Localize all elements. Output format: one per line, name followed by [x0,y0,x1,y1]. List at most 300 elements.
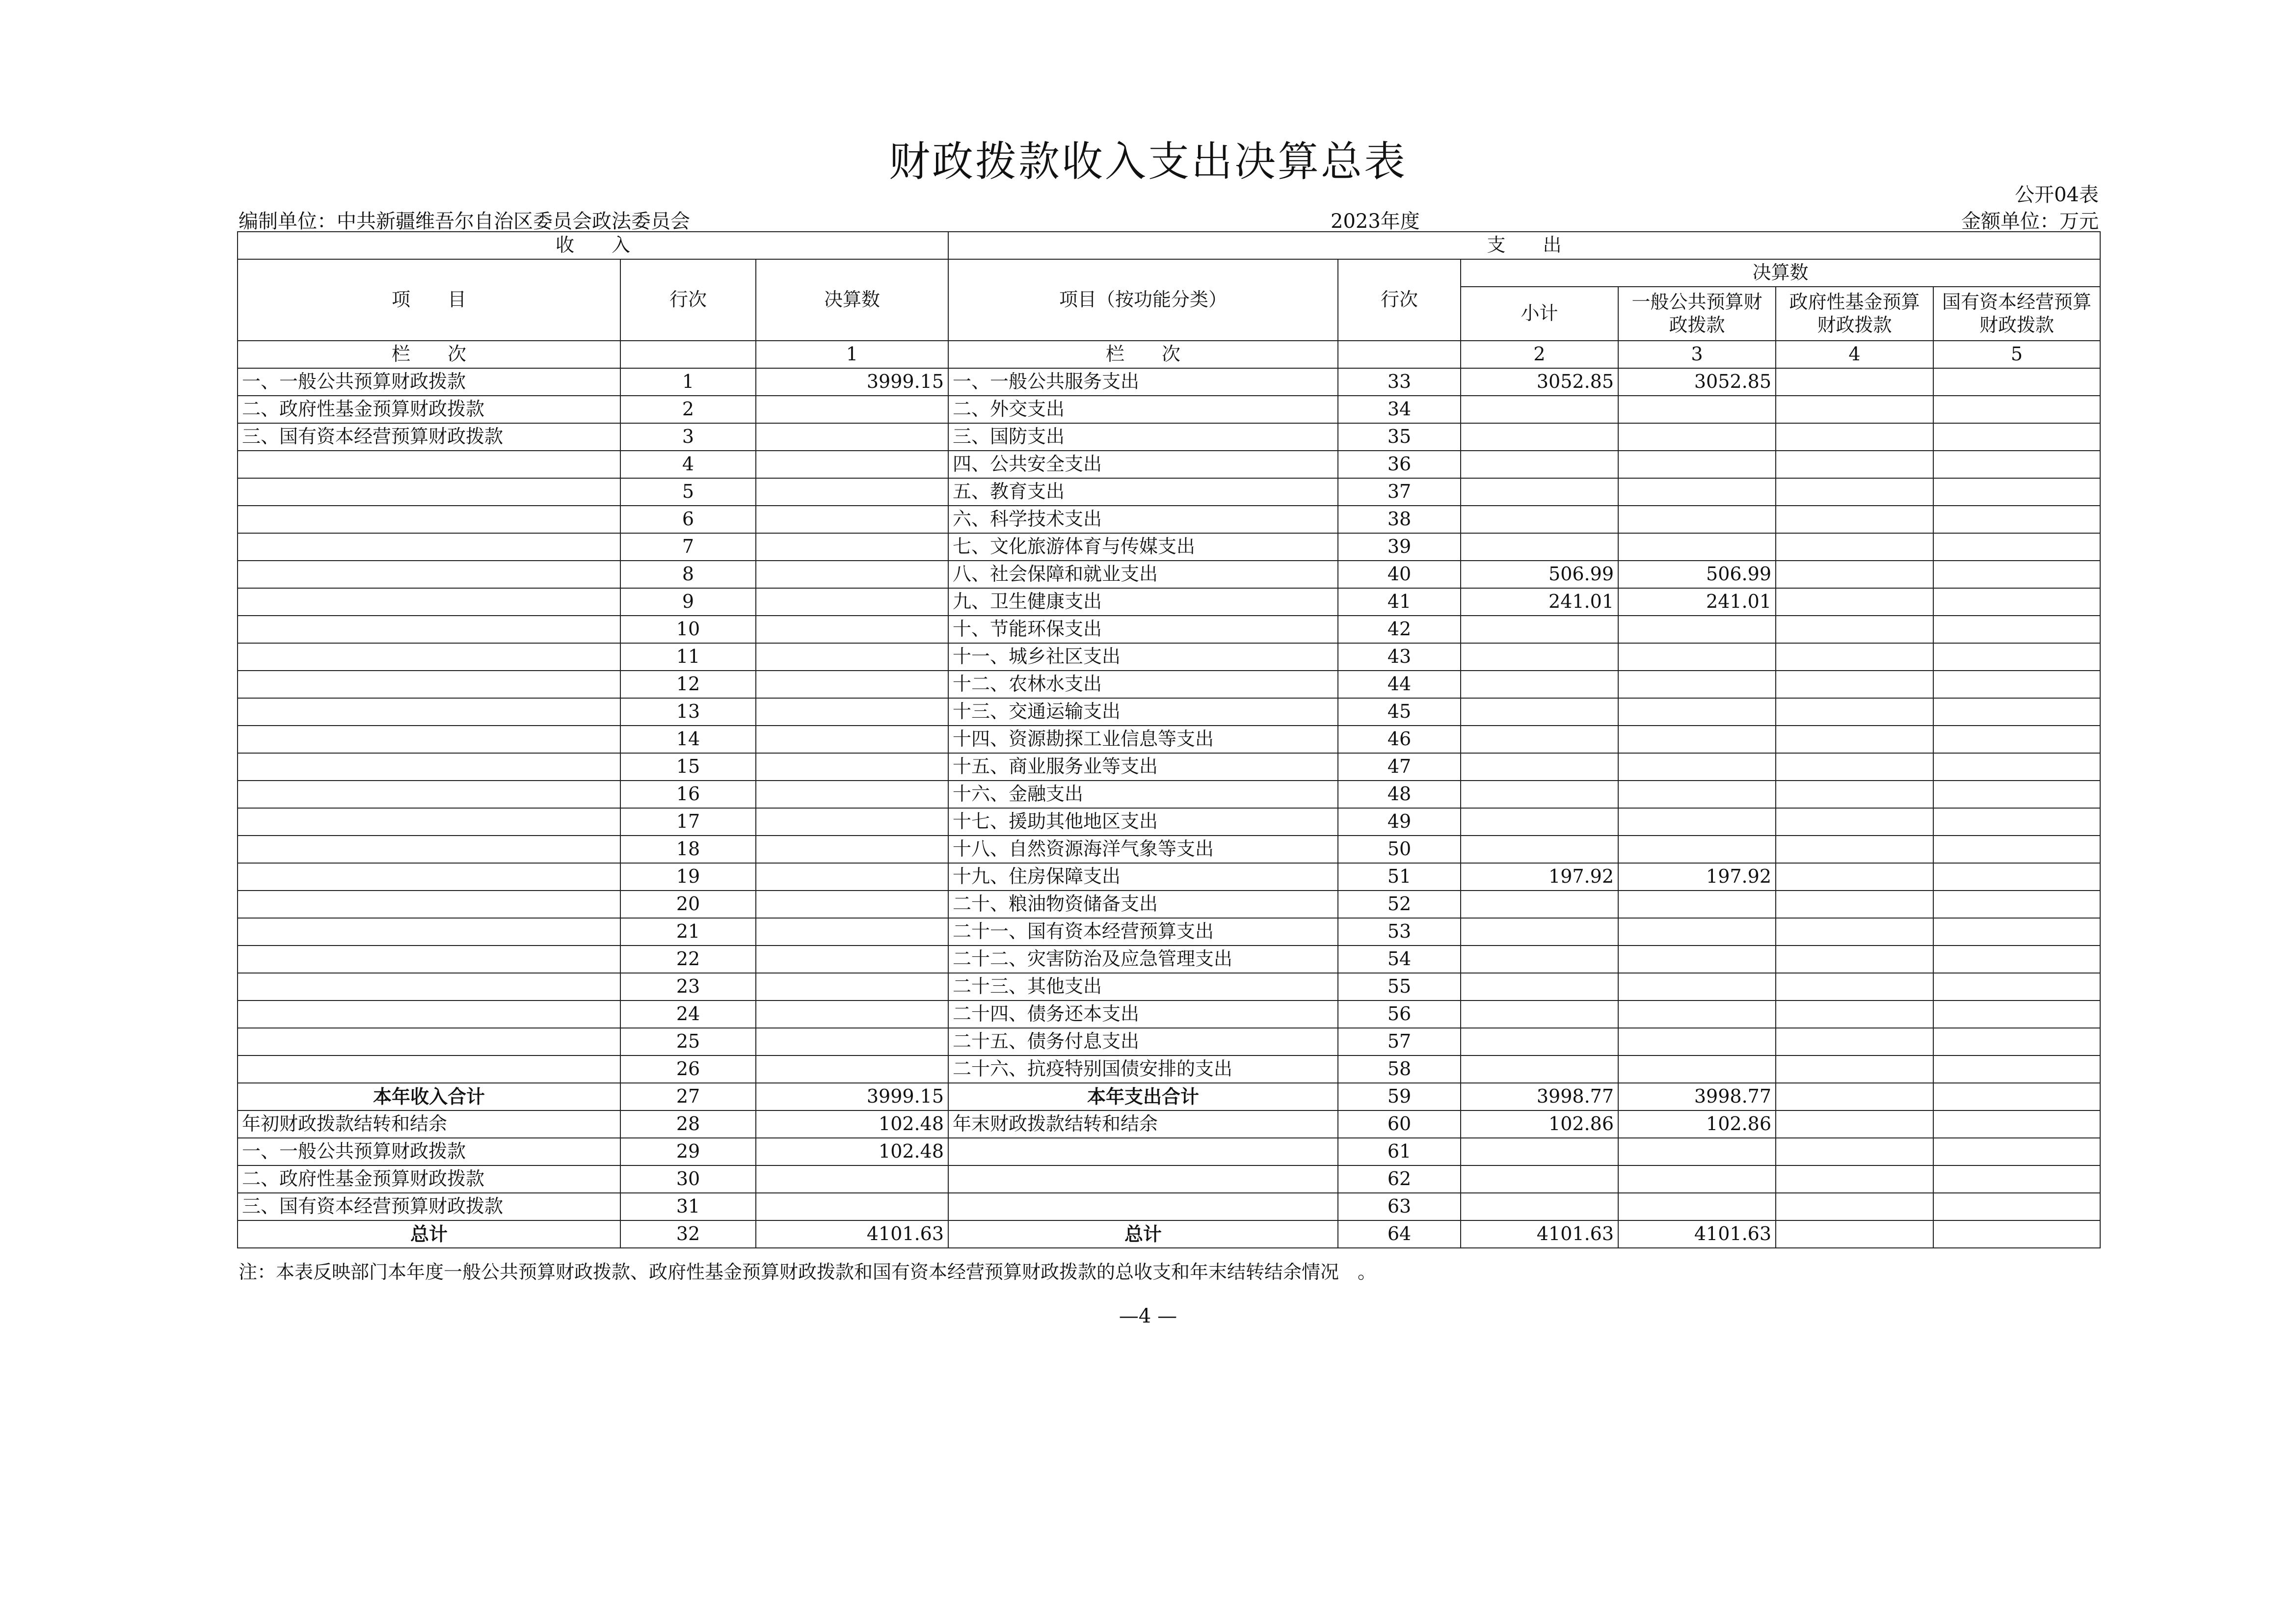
income-item-cell: 三、国有资本经营预算财政拨款 [238,1193,620,1220]
income-amount-cell [756,891,948,918]
expense-item-cell: 四、公共安全支出 [948,451,1338,478]
general-budget-cell [1618,891,1776,918]
gov-fund-cell [1776,1083,1933,1110]
expense-row-no-cell: 36 [1338,451,1461,478]
page-title: 财政拨款收入支出决算总表 [888,137,1407,186]
gov-fund-cell [1776,918,1933,946]
gov-fund-cell [1776,1001,1933,1028]
fiscal-year: 2023年度 [1331,210,1420,233]
subtotal-cell [1461,423,1618,451]
expense-item-cell: 年末财政拨款结转和结余 [948,1110,1338,1138]
income-item-cell: 总计 [238,1220,620,1248]
income-row-no-cell: 5 [620,478,756,506]
subtotal-cell: 197.92 [1461,863,1618,891]
table-row [238,671,2100,698]
expense-row-no-cell: 64 [1338,1220,1461,1248]
general-budget-cell: 197.92 [1618,863,1776,891]
income-item-cell: 一、一般公共预算财政拨款 [238,1138,620,1165]
state-capital-cell [1933,478,2100,506]
item-by-function-header: 项目（按功能分类） [948,259,1338,341]
expense-row-no-cell: 49 [1338,808,1461,836]
income-item-cell [238,946,620,973]
state-capital-cell [1933,396,2100,423]
income-item-cell [238,1028,620,1055]
table-row [238,1028,2100,1055]
subtotal-cell [1461,1193,1618,1220]
income-row-no-cell: 17 [620,808,756,836]
state-capital-cell [1933,946,2100,973]
expense-item-cell: 六、科学技术支出 [948,506,1338,533]
expense-item-cell: 二十六、抗疫特别国债安排的支出 [948,1055,1338,1083]
table-row [238,946,2100,973]
subtotal-cell: 241.01 [1461,588,1618,616]
col-number-1: 1 [756,341,948,368]
income-item-cell [238,506,620,533]
income-row-no-cell: 8 [620,561,756,588]
expense-row-no-cell: 37 [1338,478,1461,506]
general-budget-cell [1618,533,1776,561]
state-capital-cell [1933,588,2100,616]
final-amount-header-2: 决算数 [1461,259,2100,287]
expense-item-cell: 二十三、其他支出 [948,973,1338,1001]
table-row [238,1001,2100,1028]
income-amount-cell [756,863,948,891]
income-amount-cell: 4101.63 [756,1220,948,1248]
empty-cell [620,341,756,368]
income-item-cell [238,533,620,561]
org-unit: 编制单位：中共新疆维吾尔自治区委员会政法委员会 [239,210,690,233]
subtotal-cell: 102.86 [1461,1110,1618,1138]
table-row [238,1055,2100,1083]
subtotal-cell [1461,891,1618,918]
subtotal-cell [1461,616,1618,643]
col-number-5: 5 [1933,341,2100,368]
expense-header: 支 出 [948,232,2100,259]
general-budget-cell [1618,1001,1776,1028]
subtotal-cell [1461,1001,1618,1028]
state-capital-cell [1933,1220,2100,1248]
income-amount-cell [756,561,948,588]
state-capital-cell [1933,863,2100,891]
subtotal-cell [1461,808,1618,836]
table-row [238,643,2100,671]
state-capital-cell [1933,781,2100,808]
income-amount-cell [756,451,948,478]
table-row [238,1138,2100,1165]
income-row-no-cell: 30 [620,1165,756,1193]
income-amount-cell [756,588,948,616]
general-budget-cell [1618,1055,1776,1083]
expense-item-cell: 总计 [948,1220,1338,1248]
income-item-cell [238,1001,620,1028]
expense-item-cell: 十六、金融支出 [948,781,1338,808]
state-capital-cell [1933,836,2100,863]
income-amount-cell [756,533,948,561]
income-amount-cell [756,973,948,1001]
income-item-cell [238,671,620,698]
income-row-no-cell: 26 [620,1055,756,1083]
table-row [238,451,2100,478]
subtotal-cell [1461,643,1618,671]
subtotal-cell [1461,946,1618,973]
general-budget-cell [1618,1138,1776,1165]
expense-item-cell [948,1165,1338,1193]
expense-row-no-cell: 60 [1338,1110,1461,1138]
subtotal-cell: 3998.77 [1461,1083,1618,1110]
expense-row-no-cell: 45 [1338,698,1461,726]
expense-item-cell: 十、节能环保支出 [948,616,1338,643]
expense-item-cell: 二十一、国有资本经营预算支出 [948,918,1338,946]
gov-fund-cell [1776,616,1933,643]
state-capital-cell [1933,1055,2100,1083]
expense-row-no-cell: 56 [1338,1001,1461,1028]
meta-line [239,204,2099,231]
gov-fund-header: 政府性基金预算财政拨款 [1776,287,1933,341]
expense-item-cell: 三、国防支出 [948,423,1338,451]
general-budget-cell: 3998.77 [1618,1083,1776,1110]
income-item-cell: 年初财政拨款结转和结余 [238,1110,620,1138]
income-amount-cell [756,506,948,533]
income-row-no-cell: 16 [620,781,756,808]
state-capital-cell [1933,1193,2100,1220]
table-row [238,423,2100,451]
general-budget-cell [1618,973,1776,1001]
table-row [238,506,2100,533]
page-number: —4 — [1119,1305,1177,1327]
general-budget-cell [1618,616,1776,643]
income-row-no-cell: 9 [620,588,756,616]
subtotal-cell [1461,753,1618,781]
gov-fund-cell [1776,726,1933,753]
table-row [238,1083,2100,1110]
general-budget-cell [1618,1193,1776,1220]
general-budget-cell [1618,808,1776,836]
general-budget-cell: 102.86 [1618,1110,1776,1138]
expense-row-no-cell: 58 [1338,1055,1461,1083]
subtotal-cell [1461,478,1618,506]
income-amount-cell [756,918,948,946]
col-label-right: 栏 次 [948,341,1338,368]
expense-item-cell: 二十二、灾害防治及应急管理支出 [948,946,1338,973]
expense-row-no-cell: 34 [1338,396,1461,423]
expense-item-cell: 二十、粮油物资储备支出 [948,891,1338,918]
item-header: 项 目 [238,259,620,341]
gov-fund-cell [1776,671,1933,698]
expense-row-no-cell: 35 [1338,423,1461,451]
state-capital-cell [1933,451,2100,478]
expense-row-no-cell: 33 [1338,368,1461,396]
income-row-no-cell: 31 [620,1193,756,1220]
subtotal-cell [1461,726,1618,753]
table-row [238,478,2100,506]
income-item-cell [238,891,620,918]
table-row [238,726,2100,753]
income-row-no-cell: 28 [620,1110,756,1138]
table-row [238,396,2100,423]
income-row-no-cell: 32 [620,1220,756,1248]
income-row-no-cell: 10 [620,616,756,643]
table-row [238,891,2100,918]
gov-fund-cell [1776,1193,1933,1220]
income-amount-cell [756,1001,948,1028]
state-capital-cell [1933,726,2100,753]
subtotal-cell [1461,973,1618,1001]
table-row [238,561,2100,588]
expense-item-cell: 二十五、债务付息支出 [948,1028,1338,1055]
income-row-no-cell: 12 [620,671,756,698]
gov-fund-cell [1776,863,1933,891]
income-row-no-cell: 15 [620,753,756,781]
gov-fund-cell [1776,506,1933,533]
subtotal-cell [1461,1165,1618,1193]
financial-table [237,231,2101,1248]
subtotal-cell [1461,396,1618,423]
table-row [238,1220,2100,1248]
general-budget-cell [1618,478,1776,506]
state-capital-cell [1933,1165,2100,1193]
gov-fund-cell [1776,396,1933,423]
gov-fund-cell [1776,891,1933,918]
income-row-no-cell: 7 [620,533,756,561]
col-label-left: 栏 次 [238,341,620,368]
table-row [238,1110,2100,1138]
income-item-cell [238,808,620,836]
gov-fund-cell [1776,1220,1933,1248]
expense-row-no-cell: 48 [1338,781,1461,808]
subtotal-cell [1461,781,1618,808]
income-row-no-cell: 1 [620,368,756,396]
col-number-3: 3 [1618,341,1776,368]
state-capital-cell [1933,643,2100,671]
income-item-cell [238,753,620,781]
row-no-header: 行次 [620,259,756,341]
general-budget-cell: 506.99 [1618,561,1776,588]
table-row [238,836,2100,863]
gov-fund-cell [1776,588,1933,616]
expense-item-cell: 九、卫生健康支出 [948,588,1338,616]
income-amount-cell: 3999.15 [756,368,948,396]
income-item-cell: 本年收入合计 [238,1083,620,1110]
general-budget-cell [1618,698,1776,726]
subtotal-header: 小计 [1461,287,1618,341]
table-row [238,1193,2100,1220]
gov-fund-cell [1776,533,1933,561]
general-budget-cell [1618,643,1776,671]
income-amount-cell [756,616,948,643]
income-item-cell [238,451,620,478]
income-amount-cell [756,946,948,973]
table-row [238,368,2100,396]
income-row-no-cell: 14 [620,726,756,753]
state-capital-cell [1933,616,2100,643]
state-capital-cell [1933,698,2100,726]
general-budget-cell [1618,396,1776,423]
state-capital-cell [1933,1110,2100,1138]
general-budget-cell [1618,946,1776,973]
gov-fund-cell [1776,451,1933,478]
income-item-cell [238,478,620,506]
table-row [238,698,2100,726]
income-item-cell [238,781,620,808]
table-row [238,588,2100,616]
subtotal-cell [1461,671,1618,698]
gov-fund-cell [1776,478,1933,506]
income-amount-cell [756,671,948,698]
subtotal-cell [1461,698,1618,726]
row-no-header-2: 行次 [1338,259,1461,341]
general-budget-cell: 3052.85 [1618,368,1776,396]
expense-item-cell: 十四、资源勘探工业信息等支出 [948,726,1338,753]
expense-row-no-cell: 52 [1338,891,1461,918]
gov-fund-cell [1776,973,1933,1001]
income-item-cell [238,836,620,863]
expense-row-no-cell: 51 [1338,863,1461,891]
expense-item-cell: 一、一般公共服务支出 [948,368,1338,396]
gov-fund-cell [1776,1028,1933,1055]
income-header: 收 入 [238,232,948,259]
state-capital-header: 国有资本经营预算财政拨款 [1933,287,2100,341]
income-item-cell [238,588,620,616]
state-capital-cell [1933,671,2100,698]
general-budget-cell [1618,918,1776,946]
expense-item-cell [948,1138,1338,1165]
gov-fund-cell [1776,561,1933,588]
general-budget-cell: 241.01 [1618,588,1776,616]
table-row [238,1165,2100,1193]
general-budget-cell [1618,726,1776,753]
income-row-no-cell: 2 [620,396,756,423]
income-item-cell [238,616,620,643]
income-amount-cell [756,781,948,808]
expense-row-no-cell: 50 [1338,836,1461,863]
income-item-cell [238,561,620,588]
income-row-no-cell: 11 [620,643,756,671]
col-number-4: 4 [1776,341,1933,368]
state-capital-cell [1933,973,2100,1001]
expense-row-no-cell: 61 [1338,1138,1461,1165]
table-row [238,616,2100,643]
income-row-no-cell: 24 [620,1001,756,1028]
expense-row-no-cell: 62 [1338,1165,1461,1193]
income-amount-cell [756,478,948,506]
state-capital-cell [1933,533,2100,561]
expense-row-no-cell: 40 [1338,561,1461,588]
expense-row-no-cell: 38 [1338,506,1461,533]
expense-row-no-cell: 47 [1338,753,1461,781]
expense-item-cell: 二十四、债务还本支出 [948,1001,1338,1028]
income-item-cell: 二、政府性基金预算财政拨款 [238,396,620,423]
empty-cell [1338,341,1461,368]
state-capital-cell [1933,1028,2100,1055]
state-capital-cell [1933,561,2100,588]
income-item-cell: 二、政府性基金预算财政拨款 [238,1165,620,1193]
expense-item-cell: 十七、援助其他地区支出 [948,808,1338,836]
state-capital-cell [1933,1083,2100,1110]
income-amount-cell: 3999.15 [756,1083,948,1110]
expense-row-no-cell: 41 [1338,588,1461,616]
general-budget-cell [1618,423,1776,451]
subtotal-cell [1461,506,1618,533]
gov-fund-cell [1776,1055,1933,1083]
state-capital-cell [1933,1138,2100,1165]
income-amount-cell [756,726,948,753]
income-amount-cell [756,1165,948,1193]
income-item-cell: 三、国有资本经营预算财政拨款 [238,423,620,451]
expense-row-no-cell: 59 [1338,1083,1461,1110]
expense-row-no-cell: 54 [1338,946,1461,973]
col-number-2: 2 [1461,341,1618,368]
state-capital-cell [1933,368,2100,396]
income-item-cell [238,1055,620,1083]
income-amount-cell [756,1055,948,1083]
subtotal-cell: 506.99 [1461,561,1618,588]
income-row-no-cell: 27 [620,1083,756,1110]
income-item-cell [238,643,620,671]
income-row-no-cell: 25 [620,1028,756,1055]
income-item-cell [238,973,620,1001]
expense-item-cell: 八、社会保障和就业支出 [948,561,1338,588]
gov-fund-cell [1776,643,1933,671]
income-item-cell [238,863,620,891]
gov-fund-cell [1776,753,1933,781]
income-amount-cell [756,836,948,863]
expense-item-cell: 十五、商业服务业等支出 [948,753,1338,781]
general-budget-cell [1618,506,1776,533]
expense-row-no-cell: 44 [1338,671,1461,698]
income-amount-cell [756,423,948,451]
income-item-cell [238,698,620,726]
income-row-no-cell: 18 [620,836,756,863]
expense-item-cell: 十三、交通运输支出 [948,698,1338,726]
general-budget-header: 一般公共预算财政拨款 [1618,287,1776,341]
subtotal-cell [1461,1028,1618,1055]
subtotal-cell: 3052.85 [1461,368,1618,396]
expense-item-cell: 十八、自然资源海洋气象等支出 [948,836,1338,863]
subtotal-cell [1461,1055,1618,1083]
income-row-no-cell: 6 [620,506,756,533]
income-amount-cell: 102.48 [756,1110,948,1138]
income-item-cell: 一、一般公共预算财政拨款 [238,368,620,396]
state-capital-cell [1933,918,2100,946]
subtotal-cell: 4101.63 [1461,1220,1618,1248]
expense-row-no-cell: 53 [1338,918,1461,946]
income-row-no-cell: 21 [620,918,756,946]
form-number: 公开04表 [2015,184,2099,206]
gov-fund-cell [1776,836,1933,863]
income-row-no-cell: 29 [620,1138,756,1165]
gov-fund-cell [1776,808,1933,836]
expense-item-cell: 十九、住房保障支出 [948,863,1338,891]
general-budget-cell [1618,671,1776,698]
subtotal-cell [1461,918,1618,946]
state-capital-cell [1933,423,2100,451]
state-capital-cell [1933,891,2100,918]
income-amount-cell [756,808,948,836]
expense-item-cell: 十二、农林水支出 [948,671,1338,698]
general-budget-cell [1618,451,1776,478]
income-row-no-cell: 3 [620,423,756,451]
income-row-no-cell: 22 [620,946,756,973]
table-note: 注：本表反映部门本年度一般公共预算财政拨款、政府性基金预算财政拨款和国有资本经营预算财政拨款的总收支和年末结转结余情况 。 [239,1261,1377,1283]
general-budget-cell [1618,781,1776,808]
income-amount-cell: 102.48 [756,1138,948,1165]
income-row-no-cell: 19 [620,863,756,891]
expense-row-no-cell: 42 [1338,616,1461,643]
expense-row-no-cell: 46 [1338,726,1461,753]
income-item-cell [238,918,620,946]
money-unit: 金额单位：万元 [1961,210,2099,233]
subtotal-cell [1461,451,1618,478]
